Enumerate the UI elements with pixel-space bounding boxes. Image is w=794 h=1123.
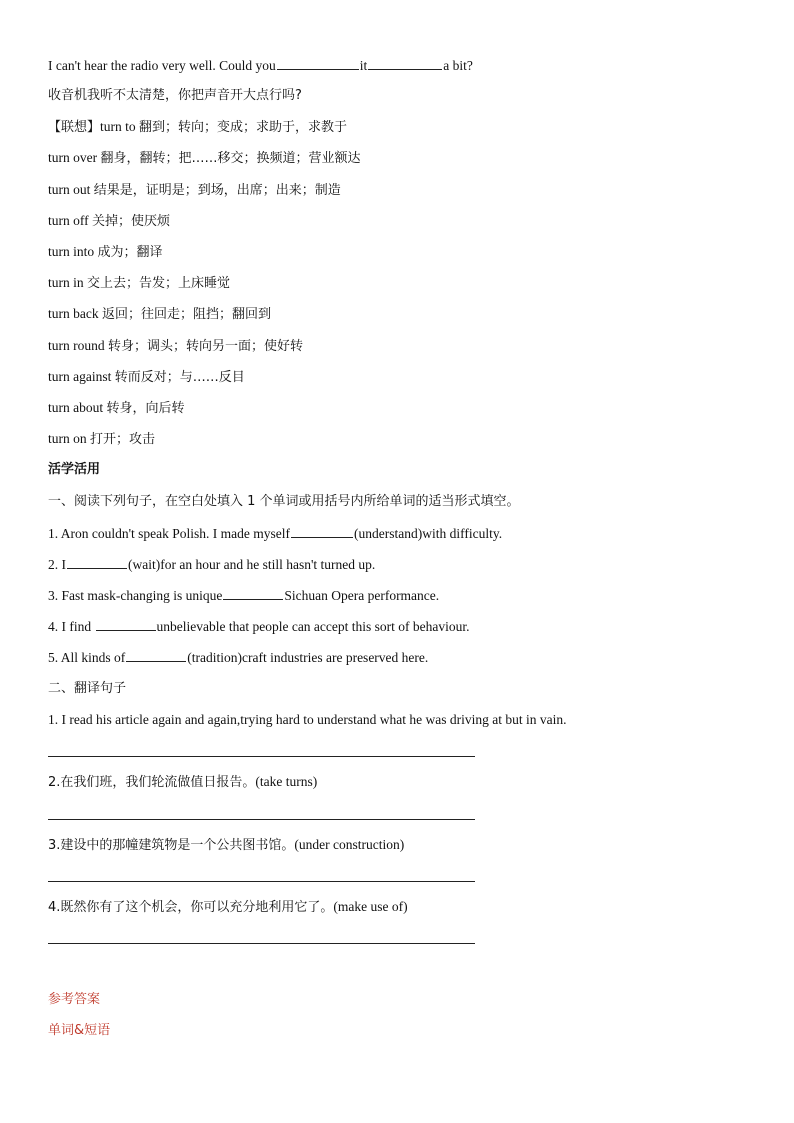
answer-line — [48, 881, 475, 882]
phrase: turn to — [100, 119, 136, 134]
fill-question-4 — [48, 617, 470, 636]
answer-line — [48, 943, 475, 944]
phrase-meaning: 转身；调头；转向另一面；使好转 — [108, 339, 304, 354]
practice-heading: 活学活用 — [48, 462, 101, 477]
association-item — [48, 181, 341, 200]
phrase: turn in — [48, 275, 84, 290]
example-translation: 收音机我听不太清楚，你把声音开大点行吗? — [48, 88, 302, 103]
fill-question-2 — [48, 555, 375, 574]
association-item — [48, 274, 230, 293]
association-item — [48, 243, 163, 262]
phrase: turn on — [48, 431, 87, 446]
translate-question-1: 1. I read his article again and again,trying hard to understand what he was driving at but in vain. — [48, 712, 567, 727]
question-text: 3. Fast mask-changing is unique — [48, 588, 223, 603]
question-text: 4. I find — [48, 619, 92, 634]
answer-blank — [126, 648, 186, 662]
fill-question-3 — [48, 586, 439, 605]
sentence-text: I can't hear the radio very well. Could you — [48, 58, 276, 73]
part1-title: 一、阅读下列句子，在空白处填入 1 个单词或用括号内所给单词的适当形式填空。 — [48, 494, 520, 509]
phrase-meaning: 成为；翻译 — [97, 245, 163, 260]
association-heading: 【联想】 — [48, 120, 101, 135]
association-item — [48, 149, 361, 168]
answer-blank — [96, 617, 156, 631]
translate-question-2 — [48, 773, 317, 792]
question-text: 2.在我们班，我们轮流做值日报告。 — [48, 775, 256, 790]
question-text: (understand)with difficulty. — [354, 526, 503, 541]
phrase-meaning: 翻身，翻转；把……移交；换频道；营业额达 — [100, 151, 361, 166]
question-text: Sichuan Opera performance. — [284, 588, 440, 603]
association-item — [48, 305, 271, 324]
fill-question-1 — [48, 524, 502, 543]
question-text: (tradition)craft industries are preserved here. — [187, 650, 429, 665]
part2-title: 二、翻译句子 — [48, 681, 127, 696]
phrase-meaning: 交上去；告发；上床睡觉 — [87, 276, 231, 291]
phrase-meaning: 打开；攻击 — [90, 432, 156, 447]
answer-blank — [368, 56, 442, 70]
phrase-meaning: 关掉；使厌烦 — [92, 214, 171, 229]
question-hint: (under construction) — [294, 837, 405, 852]
phrase-meaning: 返回；往回走；阻挡；翻回到 — [101, 307, 271, 322]
phrase: turn back — [48, 306, 99, 321]
phrase: turn into — [48, 244, 95, 259]
answer-blank — [223, 586, 283, 600]
question-text: 5. All kinds of — [48, 650, 126, 665]
association-item — [48, 118, 347, 137]
phrase: turn against — [48, 369, 112, 384]
question-text: 4.既然你有了这个机会，你可以充分地利用它了。 — [48, 900, 334, 915]
answer-line — [48, 756, 475, 757]
answer-blank — [67, 555, 127, 569]
answer-line — [48, 819, 475, 820]
phrase: turn round — [48, 338, 105, 353]
association-item — [48, 212, 170, 231]
phrase: turn out — [48, 182, 91, 197]
association-item — [48, 337, 303, 356]
phrase-meaning: 结果是，证明是；到场，出席；出来；制造 — [93, 183, 341, 198]
translate-question-3 — [48, 836, 404, 855]
answer-blank — [291, 524, 353, 538]
sentence-text: a bit? — [443, 58, 473, 73]
sentence-text: it — [359, 58, 368, 73]
question-text: (wait)for an hour and he still hasn't turned up. — [128, 557, 376, 572]
translate-question-4 — [48, 898, 408, 917]
question-text: 1. Aron couldn't speak Polish. I made myself — [48, 526, 291, 541]
association-item — [48, 399, 185, 418]
phrase: turn off — [48, 213, 89, 228]
question-text: 3.建设中的那幢建筑物是一个公共图书馆。 — [48, 838, 295, 853]
phrase-meaning: 翻到；转向；变成；求助于，求教于 — [139, 120, 348, 135]
question-hint: (make use of) — [333, 899, 408, 914]
phrase-meaning: 转而反对；与……反目 — [114, 370, 245, 385]
phrase: turn about — [48, 400, 104, 415]
question-text: unbelievable that people can accept this sort of behaviour. — [156, 619, 470, 634]
question-text: 2. I — [48, 557, 66, 572]
answer-blank — [277, 56, 359, 70]
answers-heading: 参考答案 — [48, 992, 101, 1007]
phrase: turn over — [48, 150, 98, 165]
phrase-meaning: 转身，向后转 — [106, 401, 185, 416]
answers-subheading: 单词&短语 — [48, 1023, 111, 1038]
association-item — [48, 430, 155, 449]
fill-question-5 — [48, 648, 428, 667]
association-item — [48, 368, 245, 387]
question-hint: (take turns) — [255, 774, 318, 789]
example-sentence — [48, 56, 473, 75]
